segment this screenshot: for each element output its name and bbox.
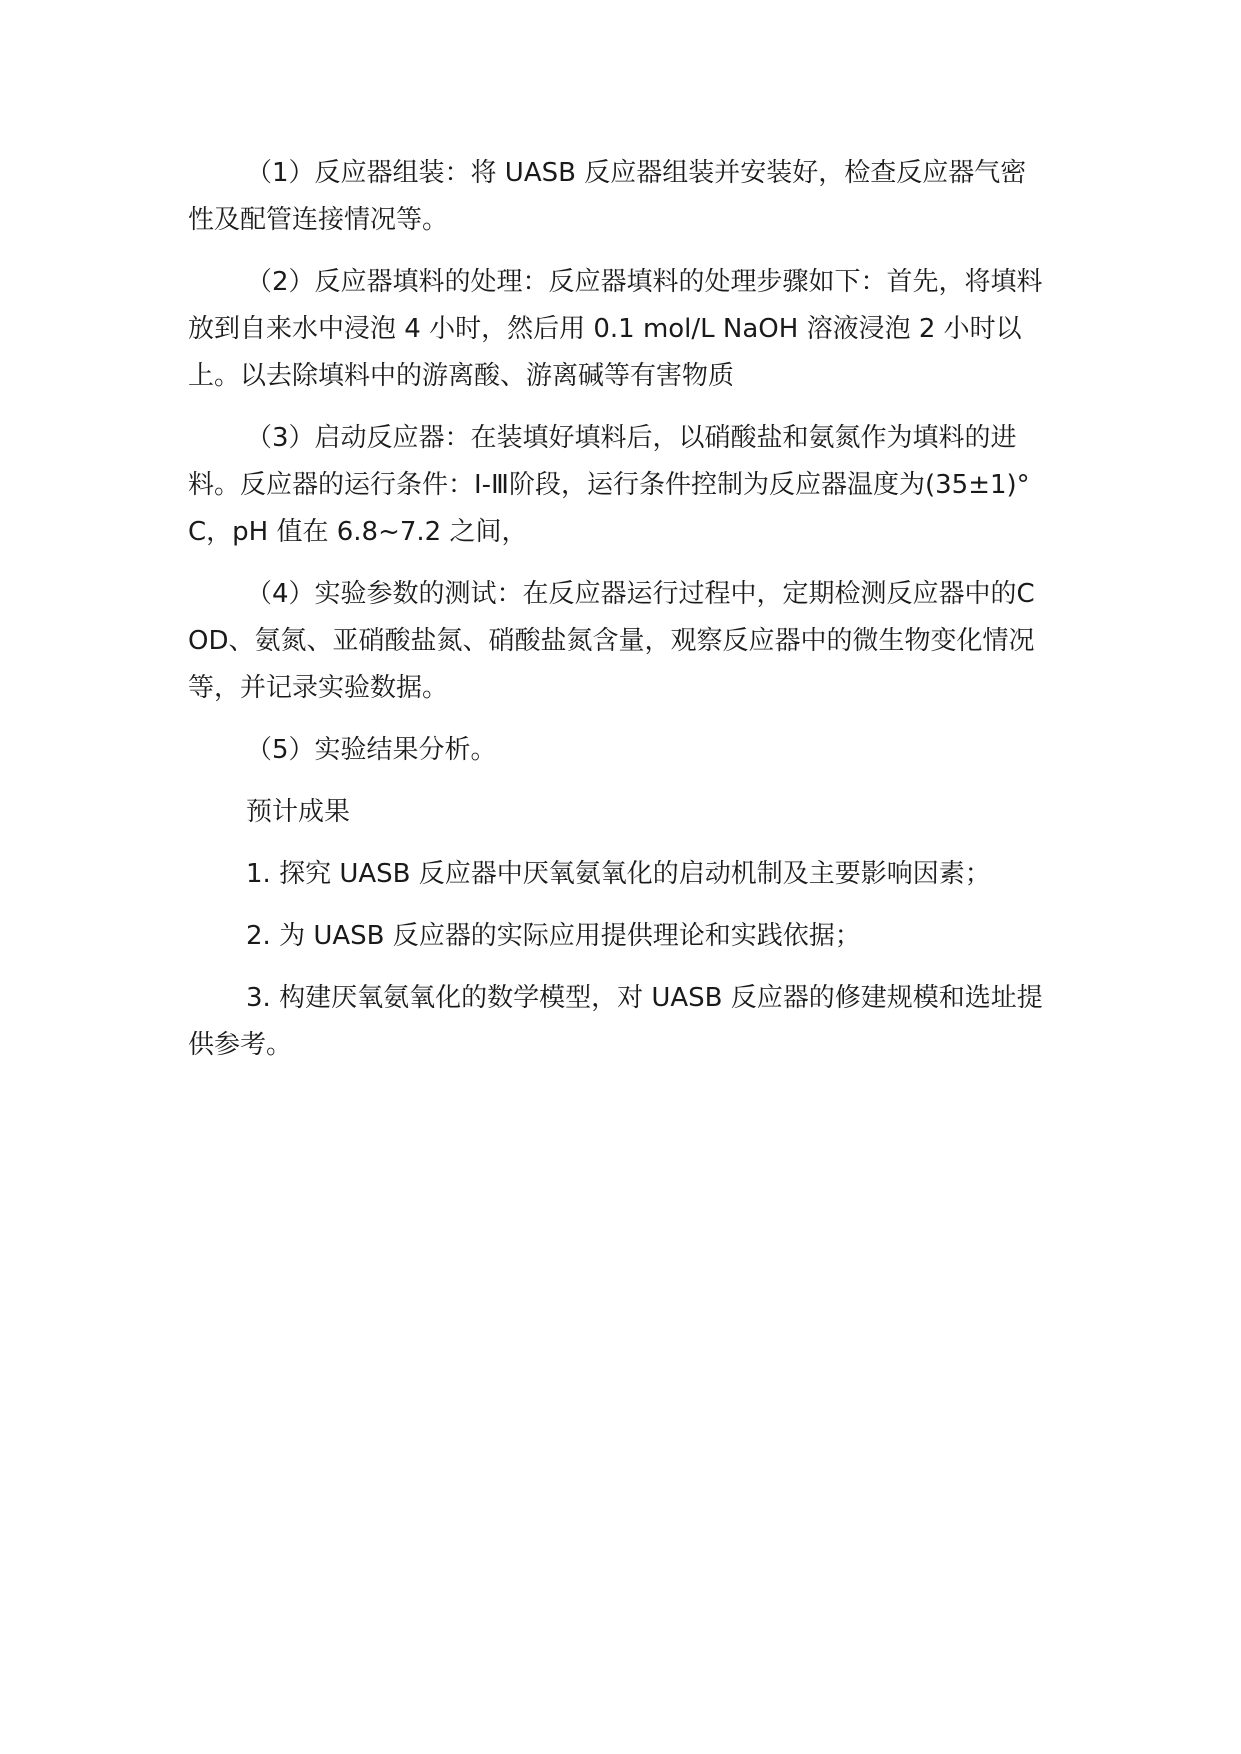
step-5-paragraph: （5）实验结果分析。	[246, 735, 497, 765]
result-item-3: 3. 构建厌氧氨氧化的数学模型，对 UASB 反应器的修建规模和选址提供参考。	[188, 983, 1043, 1060]
step-3-paragraph: （3）启动反应器：在装填好填料后，以硝酸盐和氨氮作为填料的进料。反应器的运行条件：Ⅰ-Ⅲ阶段，运行条件控制为反应器温度为(35±1)°C，pH 值在 6.8~7.2 之间，	[188, 423, 1030, 547]
step-2-paragraph: （2）反应器填料的处理：反应器填料的处理步骤如下：首先，将填料放到自来水中浸泡 4 小时，然后用 0.1 mol/L NaOH 溶液浸泡 2 小时以上。以去除填料中的游离酸、游离碱等有害物质	[188, 267, 1043, 391]
result-item-2: 2. 为 UASB 反应器的实际应用提供理论和实践依据；	[246, 921, 861, 951]
document-body	[188, 150, 1050, 1084]
result-item-1: 1. 探究 UASB 反应器中厌氧氨氧化的启动机制及主要影响因素；	[246, 859, 991, 889]
expected-results-heading: 预计成果	[246, 797, 351, 827]
step-4-paragraph: （4）实验参数的测试：在反应器运行过程中，定期检测反应器中的COD、氨氮、亚硝酸盐氮、硝酸盐氮含量，观察反应器中的微生物变化情况等，并记录实验数据。	[188, 579, 1035, 703]
step-1-paragraph: （1）反应器组装：将 UASB 反应器组装并安装好，检查反应器气密性及配管连接情况等。	[188, 158, 1027, 235]
